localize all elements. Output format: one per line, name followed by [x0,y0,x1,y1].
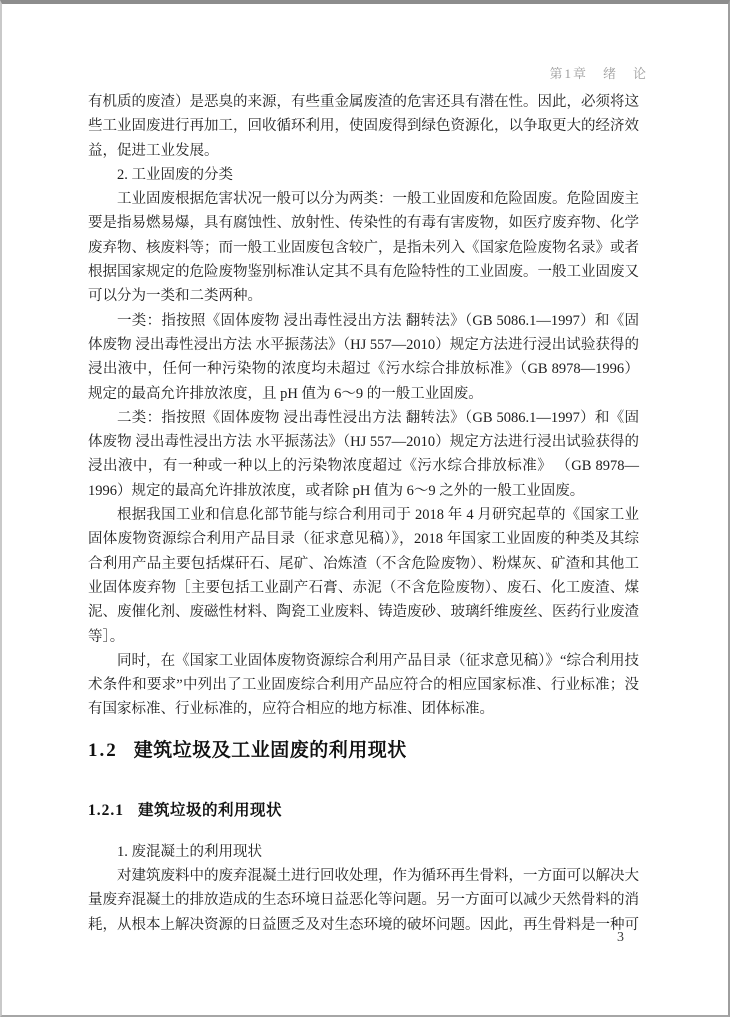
section-heading-1-2 [88,738,639,764]
body-paragraph: 同时，在《国家工业固体废物资源综合利用产品目录（征求意见稿）》“综合利用技术条件和要求”中列出了工业固废综合利用产品应符合的相应国家标准、行业标准；没有国家标准、行业标准的，应符合相应的地方标准、团体标准。 [88,652,639,718]
body-paragraph: 工业固废根据危害状况一般可以分为两类：一般工业固废和危险固废。危险固废主要是指易燃易爆，具有腐蚀性、放射性、传染性的有毒有害废物，如医疗废弃物、化学废弃物、核废料等；而一般工业固废包含较广，是指未列入《国家危险废物名录》或者根据国家规定的危险废物鉴别标准认定其不具有危险特性的工业固废。一般工业固废又可以分为一类和二类两种。 [88,191,639,305]
body-paragraph: 对建筑废料中的废弃混凝土进行回收处理，作为循环再生骨料，一方面可以解决大量废弃混凝土的排放造成的生态环境日益恶化等问题。另一方面可以减少天然骨料的消耗，从根本上解决资源的日益匮乏及对生态环境的破坏问题。因此，再生骨料是一种可 [88,868,639,933]
body-paragraph: 有机质的废渣）是恶臭的来源，有些重金属废渣的危害还具有潜在性。因此，必须将这些工业固废进行再加工，回收循环利用，使固废得到绿色资源化，以争取更大的经济效益，促进工业发展。 [88,94,639,159]
section-title: 建筑垃圾及工业固废的利用现状 [133,739,407,761]
section-number: 1.2 [88,739,118,761]
body-paragraph: 2. 工业固废的分类 [117,166,233,183]
subsection-title: 建筑垃圾的利用现状 [138,801,283,819]
subsection-number: 1.2.1 [88,801,124,819]
subsection-heading-1-2-1 [88,800,639,822]
page-body [88,90,639,937]
running-header-chapter: 第1章 绪 论 [549,66,648,81]
page-number: 3 [617,930,624,945]
body-paragraph: 一类：指按照《固体废物 浸出毒性浸出方法 翻转法》（GB 5086.1—1997）和《固体废物 浸出毒性浸出方法 水平振荡法》（HJ 557—2010）规定方法进行浸出试验获得的浸出液中，任何一种污染物的浓度均未超过《污水综合排放标准》（GB 8978—1996）规定的最高允许排放浓度，且 pH 值为 6～9 的一般工业固废。 [88,312,639,402]
body-paragraph: 1. 废混凝土的利用现状 [117,843,262,860]
body-paragraph: 二类：指按照《固体废物 浸出毒性浸出方法 翻转法》（GB 5086.1—1997）和《固体废物 浸出毒性浸出方法 水平振荡法》（HJ 557—2010）规定方法进行浸出试验获得的浸出液中，有一种或一种以上的污染物浓度超过《污水综合排放标准》 （GB 8978—1996）规定的最高允许排放浓度，或者除 pH 值为 6～9 之外的一般工业固废。 [88,409,639,499]
body-paragraph: 根据我国工业和信息化部节能与综合利用司于 2018 年 4 月研究起草的《国家工业固体废物资源综合利用产品目录（征求意见稿）》，2018 年国家工业固废的种类及其综合利用产品主要包括煤矸石、尾矿、冶炼渣（不含危险废物）、粉煤灰、矿渣和其他工业固体废弃物［主要包括工业副产石膏、赤泥（不含危险废物）、废石、化工废渣、煤泥、废催化剂、废磁性材料、陶瓷工业废料、铸造废砂、玻璃纤维废丝、医药行业废渣等］。 [88,507,639,645]
